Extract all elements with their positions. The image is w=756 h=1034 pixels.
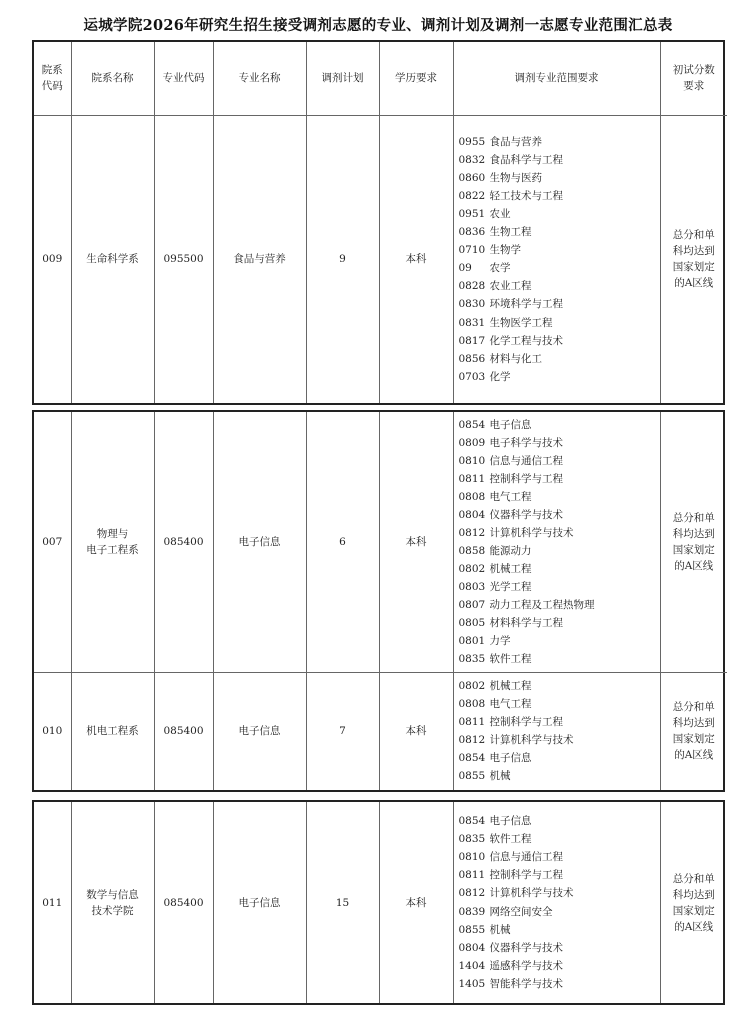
scope-item	[459, 695, 658, 713]
scope-item-code: 0832	[458, 153, 486, 166]
scope-item	[459, 749, 658, 767]
scope-item-code: 0835	[458, 652, 486, 665]
scope-item	[459, 614, 658, 632]
scope-item-name: 机械	[489, 770, 511, 783]
scope-item	[459, 848, 658, 866]
scope-item-name: 电子信息	[489, 815, 532, 828]
text-line: 国家划定	[672, 543, 715, 556]
scope-cell	[453, 672, 660, 790]
scope-list	[459, 133, 658, 386]
major-name-cell: 电子信息	[213, 672, 306, 790]
text-line: 科均达到	[672, 527, 715, 540]
scope-item-name: 环境科学与工程	[489, 298, 563, 311]
scope-item-code: 0830	[458, 298, 486, 311]
adjustment-table	[34, 42, 727, 403]
scope-item	[459, 151, 658, 169]
scope-item-name: 动力工程及工程热物理	[489, 598, 595, 611]
scope-item-code: 0811	[458, 716, 486, 729]
header-scope: 调剂专业范围要求	[453, 42, 660, 115]
scope-item-name: 控制科学与工程	[489, 472, 563, 485]
scope-item-code: 0854	[458, 418, 486, 431]
scope-item-name: 生物医学工程	[489, 316, 553, 329]
scope-item-name: 农业	[489, 207, 511, 220]
header-score: 初试分数要求	[660, 42, 727, 115]
scope-item-name: 农学	[489, 262, 511, 275]
text-line: 电子工程系	[86, 543, 139, 556]
scope-cell	[453, 115, 660, 403]
scope-item-code: 0811	[458, 869, 486, 882]
scope-item-code: 0810	[458, 454, 486, 467]
scope-item-name: 计算机科学与技术	[489, 734, 574, 747]
scope-item-name: 电气工程	[489, 490, 532, 503]
scope-item-name: 仪器科学与技术	[489, 508, 563, 521]
table-row	[34, 672, 727, 790]
scope-item	[459, 578, 658, 596]
scope-item-code: 0802	[458, 562, 486, 575]
scope-item-name: 机械	[489, 923, 511, 936]
plan-cell: 9	[306, 115, 379, 403]
scope-item-name: 轻工技术与工程	[489, 189, 563, 202]
scope-item	[459, 677, 658, 695]
scope-item-name: 网络空间安全	[489, 905, 553, 918]
scope-item-code: 0804	[458, 508, 486, 521]
text-line: 生命科学系	[86, 253, 139, 266]
scope-item	[459, 470, 658, 488]
scope-item-name: 软件工程	[489, 833, 532, 846]
dept-code-cell: 011	[34, 802, 71, 1003]
text-line: 的A区线	[674, 277, 714, 290]
scope-item-name: 电子科学与技术	[489, 436, 563, 449]
scope-item	[459, 205, 658, 223]
scope-item	[459, 259, 658, 277]
scope-item-name: 食品科学与工程	[489, 153, 563, 166]
header-major-code: 专业代码	[154, 42, 213, 115]
scope-item	[459, 713, 658, 731]
scope-item	[459, 314, 658, 332]
text-line: 机电工程系	[86, 725, 139, 738]
text-line: 总分和单	[672, 511, 715, 524]
scope-item-code: 0703	[458, 370, 486, 383]
table-block-2	[32, 410, 725, 792]
scope-item	[459, 596, 658, 614]
header-major-name: 专业名称	[213, 42, 306, 115]
scope-item-name: 光学工程	[489, 580, 532, 593]
plan-cell: 6	[306, 412, 379, 672]
scope-item-code: 0810	[458, 851, 486, 864]
scope-item	[459, 939, 658, 957]
header-dept-code: 院系代码	[34, 42, 71, 115]
text-line: 国家划定	[672, 733, 715, 746]
major-code-cell: 085400	[154, 412, 213, 672]
text-line: 总分和单	[672, 701, 715, 714]
scope-item-name: 计算机科学与技术	[489, 526, 574, 539]
degree-cell: 本科	[379, 802, 453, 1003]
scope-item	[459, 884, 658, 902]
dept-code-cell: 009	[34, 115, 71, 403]
text-line: 国家划定	[672, 904, 715, 917]
scope-item-code: 0836	[458, 226, 486, 239]
scope-item-name: 信息与通信工程	[489, 851, 563, 864]
scope-item-name: 材料科学与工程	[489, 616, 563, 629]
scope-item-code: 0955	[458, 135, 486, 148]
scope-item-code: 0858	[458, 544, 486, 557]
scope-item-name: 智能科学与技术	[489, 977, 563, 990]
scope-item-name: 生物与医药	[489, 171, 542, 184]
scope-item-code: 0812	[458, 887, 486, 900]
scope-list	[459, 677, 658, 785]
table-row	[34, 412, 727, 672]
scope-item-name: 食品与营养	[489, 135, 542, 148]
plan-cell: 7	[306, 672, 379, 790]
text-line: 科均达到	[672, 245, 715, 258]
scope-item	[459, 506, 658, 524]
scope-item-code: 0812	[458, 526, 486, 539]
scope-item-code: 0805	[458, 616, 486, 629]
degree-cell: 本科	[379, 672, 453, 790]
degree-cell: 本科	[379, 412, 453, 672]
scope-item	[459, 241, 658, 259]
scope-item	[459, 812, 658, 830]
text-line: 物理与	[96, 527, 129, 540]
scope-item-name: 力学	[489, 634, 511, 647]
scope-item	[459, 767, 658, 785]
text-line: 技术学院	[91, 904, 134, 917]
major-code-cell: 095500	[154, 115, 213, 403]
scope-item-name: 机械工程	[489, 562, 532, 575]
scope-item-code: 0803	[458, 580, 486, 593]
table-row	[34, 802, 727, 1003]
scope-item	[459, 632, 658, 650]
text-line: 科均达到	[672, 717, 715, 730]
header-plan: 调剂计划	[306, 42, 379, 115]
scope-item-code: 0831	[458, 316, 486, 329]
scope-item-code: 0801	[458, 634, 486, 647]
table-row	[34, 115, 727, 403]
text-line: 科均达到	[672, 888, 715, 901]
scope-item-name: 仪器科学与技术	[489, 941, 563, 954]
scope-item-code: 0856	[458, 352, 486, 365]
scope-item-code: 0839	[458, 905, 486, 918]
scope-item-name: 计算机科学与技术	[489, 887, 574, 900]
dept-code-cell: 010	[34, 672, 71, 790]
scope-item-name: 遥感科学与技术	[489, 959, 563, 972]
scope-item-name: 软件工程	[489, 652, 532, 665]
scope-item-code: 0951	[458, 207, 486, 220]
scope-item-code: 0804	[458, 941, 486, 954]
scope-item-code: 1404	[458, 959, 486, 972]
scope-item	[459, 560, 658, 578]
scope-item-name: 机械工程	[489, 680, 532, 693]
score-requirement-cell	[660, 115, 727, 403]
scope-item-code: 0835	[458, 833, 486, 846]
scope-item-code: 0822	[458, 189, 486, 202]
degree-cell: 本科	[379, 115, 453, 403]
scope-item	[459, 332, 658, 350]
text-line: 的A区线	[674, 749, 714, 762]
scope-item-name: 信息与通信工程	[489, 454, 563, 467]
scope-item-code: 0809	[458, 436, 486, 449]
plan-cell: 15	[306, 802, 379, 1003]
scope-item-name: 化学	[489, 370, 511, 383]
scope-item-name: 控制科学与工程	[489, 716, 563, 729]
text-line: 总分和单	[672, 229, 715, 242]
table-block-3	[32, 800, 725, 1005]
scope-item	[459, 416, 658, 434]
page-title: 运城学院2026年研究生招生接受调剂志愿的专业、调剂计划及调剂一志愿专业范围汇总表	[83, 17, 673, 34]
score-requirement-cell	[660, 802, 727, 1003]
dept-code-cell: 007	[34, 412, 71, 672]
major-name-cell: 电子信息	[213, 802, 306, 1003]
scope-item-name: 材料与化工	[489, 352, 542, 365]
scope-item	[459, 650, 658, 668]
scope-item	[459, 295, 658, 313]
scope-item-code: 0808	[458, 490, 486, 503]
scope-item	[459, 524, 658, 542]
scope-item-name: 电子信息	[489, 418, 532, 431]
header-dept-name: 院系名称	[71, 42, 154, 115]
adjustment-table	[34, 412, 727, 790]
dept-name-cell	[71, 412, 154, 672]
scope-item-code: 0854	[458, 815, 486, 828]
scope-item	[459, 975, 658, 993]
scope-item	[459, 830, 658, 848]
scope-item-name: 能源动力	[489, 544, 532, 557]
score-requirement-cell	[660, 412, 727, 672]
scope-item	[459, 277, 658, 295]
table-header-row	[34, 42, 727, 115]
scope-item-name: 农业工程	[489, 280, 532, 293]
scope-item-code: 0860	[458, 171, 486, 184]
major-code-cell: 085400	[154, 672, 213, 790]
major-code-cell: 085400	[154, 802, 213, 1003]
scope-item	[459, 957, 658, 975]
scope-item	[459, 434, 658, 452]
text-line: 国家划定	[672, 261, 715, 274]
scope-item-code: 0807	[458, 598, 486, 611]
scope-item	[459, 921, 658, 939]
scope-item-name: 电子信息	[489, 752, 532, 765]
scope-item-name: 控制科学与工程	[489, 869, 563, 882]
scope-item	[459, 903, 658, 921]
table-block-1	[32, 40, 725, 405]
scope-item-code: 0817	[458, 334, 486, 347]
scope-item-code: 0828	[458, 280, 486, 293]
scope-item	[459, 368, 658, 386]
dept-name-cell	[71, 672, 154, 790]
scope-item	[459, 452, 658, 470]
scope-item-code: 0811	[458, 472, 486, 485]
scope-item-code: 0802	[458, 680, 486, 693]
scope-item	[459, 133, 658, 151]
scope-item-code: 0808	[458, 698, 486, 711]
scope-item-code: 0855	[458, 770, 486, 783]
scope-cell	[453, 412, 660, 672]
header-degree: 学历要求	[379, 42, 453, 115]
scope-item	[459, 866, 658, 884]
scope-item-code: 1405	[458, 977, 486, 990]
text-line: 数学与信息	[86, 888, 139, 901]
scope-item-name: 生物工程	[489, 226, 532, 239]
dept-name-cell	[71, 802, 154, 1003]
scope-item	[459, 731, 658, 749]
text-line: 的A区线	[674, 559, 714, 572]
scope-item-code: 09	[458, 262, 472, 275]
scope-item	[459, 488, 658, 506]
scope-item	[459, 542, 658, 560]
adjustment-table	[34, 802, 727, 1003]
scope-item-name: 化学工程与技术	[489, 334, 563, 347]
scope-item-code: 0812	[458, 734, 486, 747]
scope-item-code: 0710	[458, 244, 486, 257]
scope-item	[459, 169, 658, 187]
scope-item-name: 电气工程	[489, 698, 532, 711]
scope-item-code: 0854	[458, 752, 486, 765]
scope-item	[459, 223, 658, 241]
major-name-cell: 电子信息	[213, 412, 306, 672]
score-requirement-cell	[660, 672, 727, 790]
text-line: 总分和单	[672, 872, 715, 885]
scope-item-name: 生物学	[489, 244, 521, 257]
dept-name-cell	[71, 115, 154, 403]
major-name-cell: 食品与营养	[213, 115, 306, 403]
text-line: 的A区线	[674, 920, 714, 933]
scope-item	[459, 350, 658, 368]
scope-cell	[453, 802, 660, 1003]
scope-item-code: 0855	[458, 923, 486, 936]
scope-item	[459, 187, 658, 205]
scope-list	[459, 416, 658, 668]
scope-list	[459, 812, 658, 993]
